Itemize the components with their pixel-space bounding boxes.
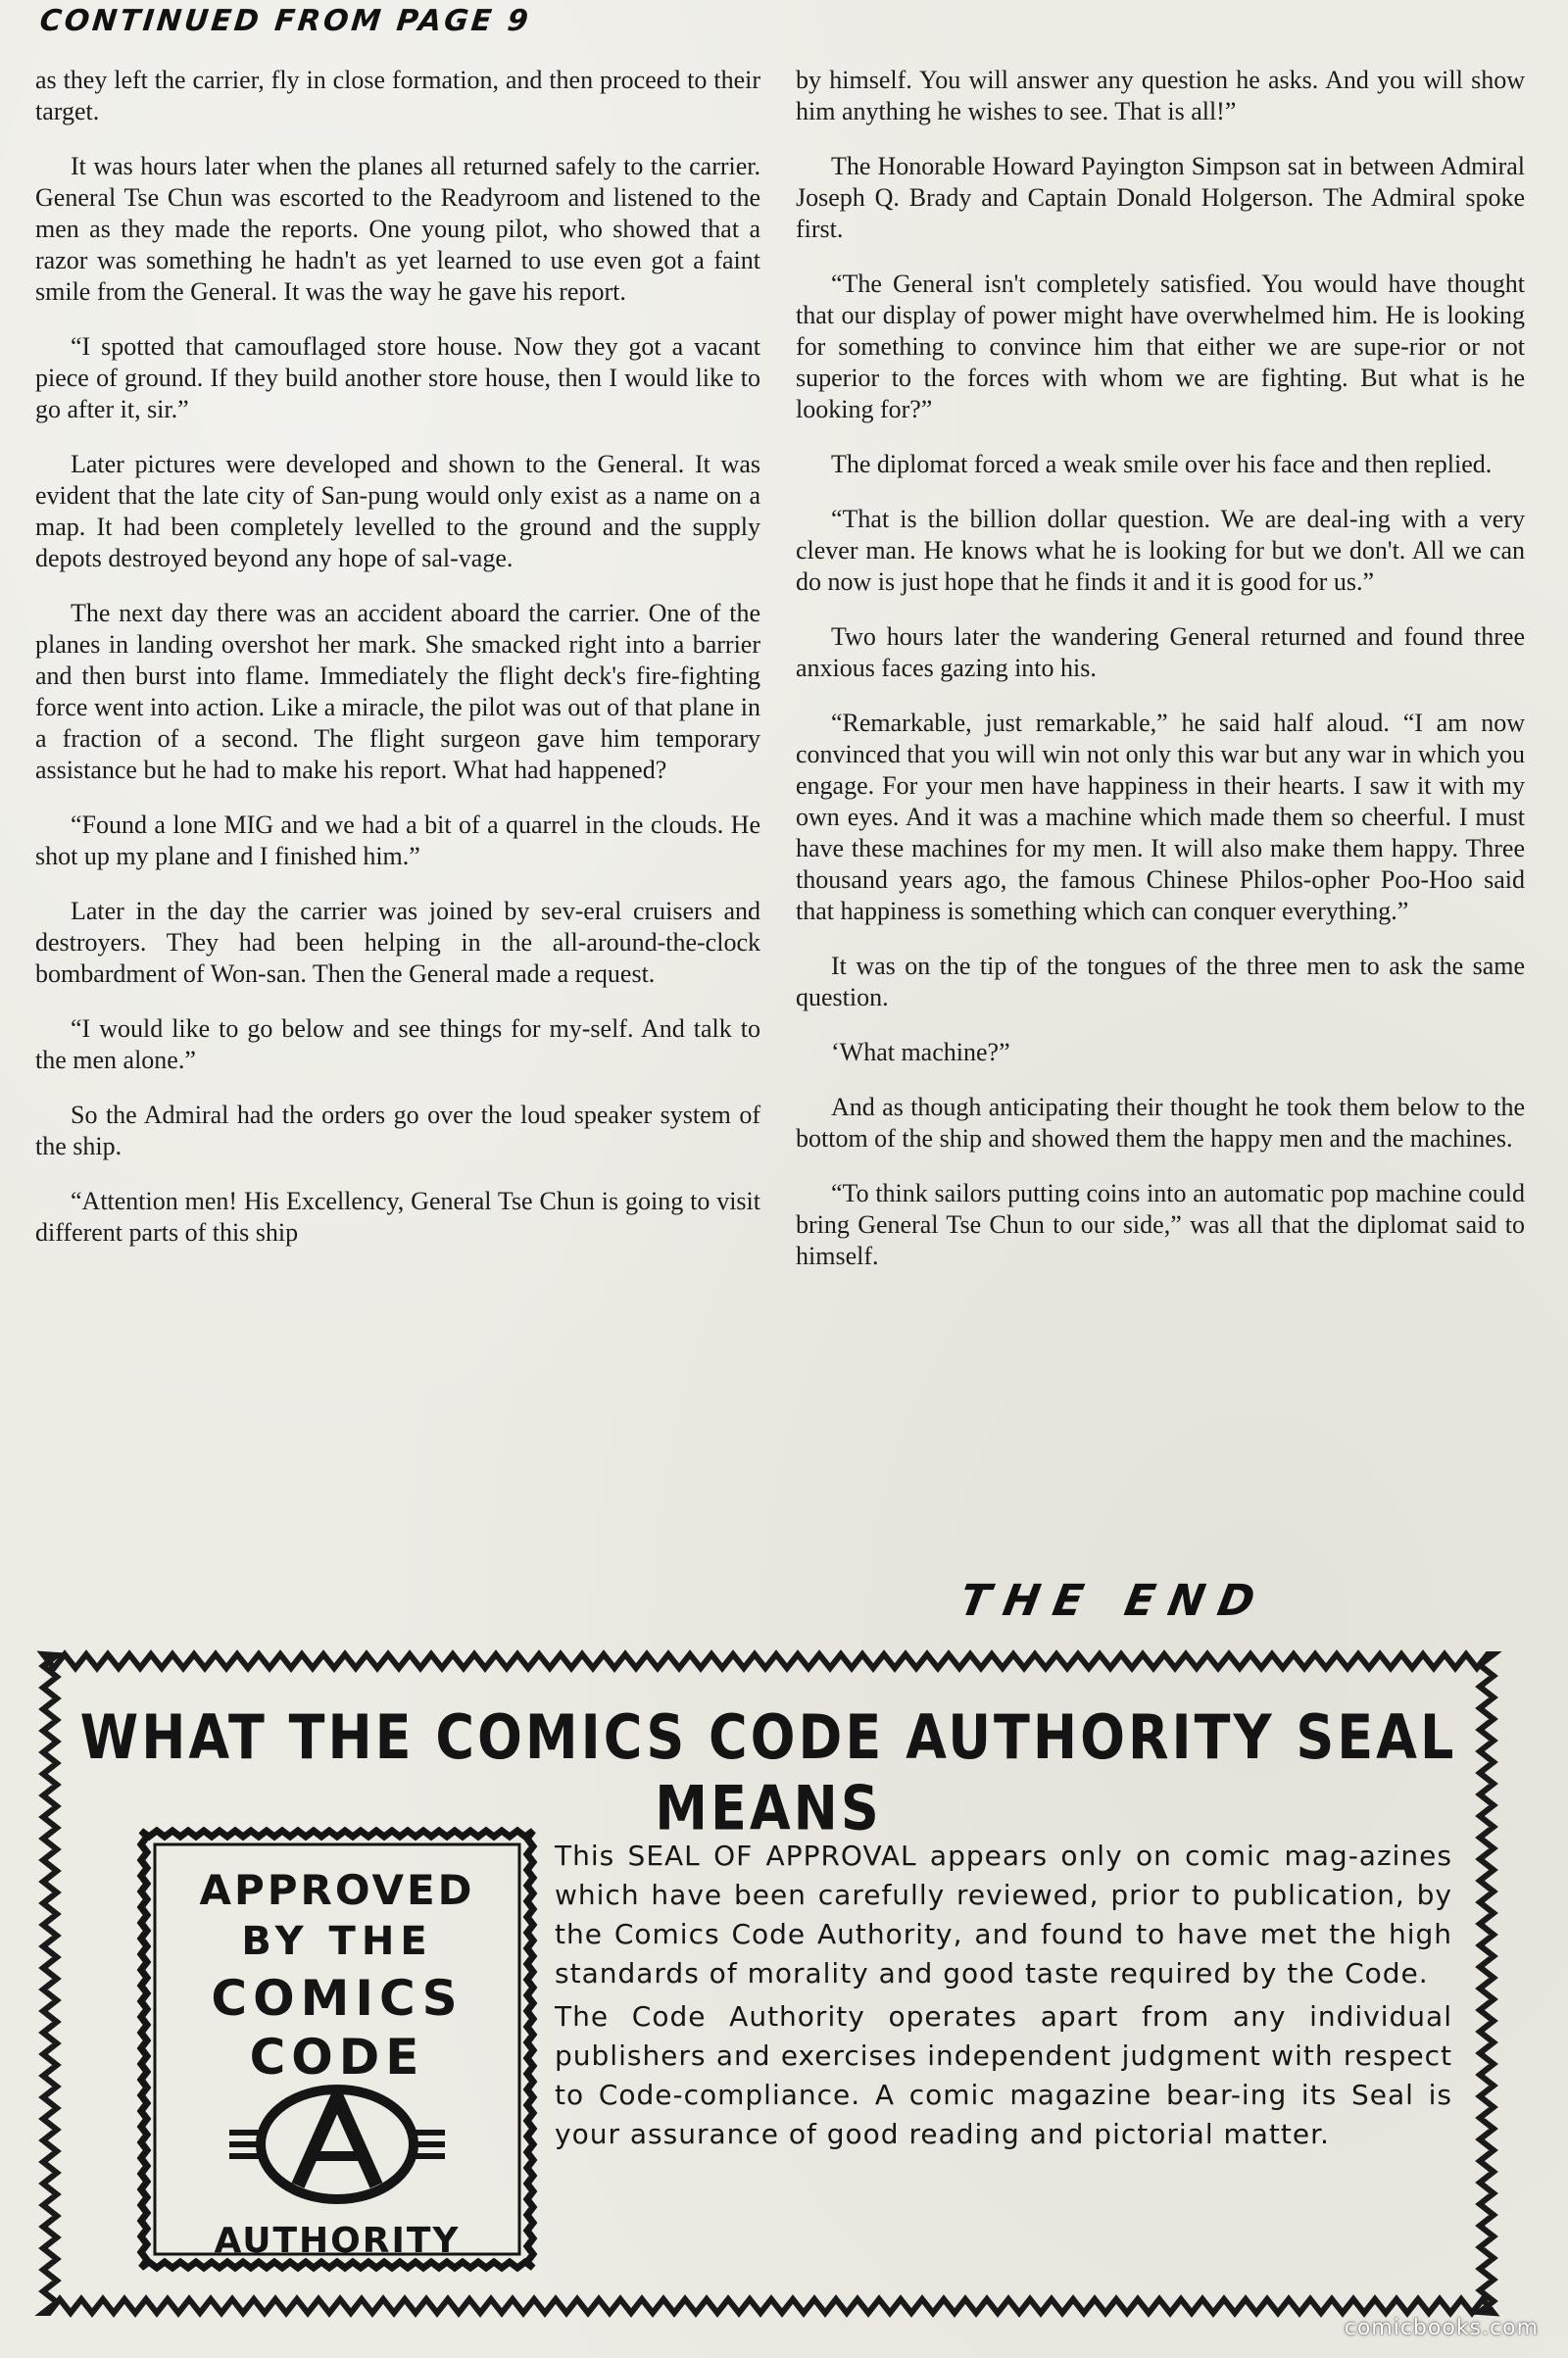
seal-code-text: CODE: [249, 2029, 425, 2086]
paragraph: The diplomat forced a weak smile over his face and then replied.: [831, 450, 1493, 478]
paragraph: It was on the tip of the tongues of the three men to ask the same question.: [796, 952, 1525, 1011]
paragraph: “To think sailors putting coins into an automatic pop machine could bring General Tse Chun to our side,” was all that the diplomat said to himself.: [796, 1179, 1525, 1270]
cca-title: WHAT THE COMICS CODE AUTHORITY SEAL MEANS: [79, 1701, 1457, 1844]
paragraph: “Remarkable, just remarkable,” he said half aloud. “I am now convinced that you will win not only this war but any war in which you engage. For your men have happiness in their hearts. I saw it with my own eyes. And it was a machine which made them so cheerful. I must have these machines for my men. It will also make them happy. Three thousand years ago, the famous Chinese Philos-opher Poo-Hoo said that happiness is something which can conquer everything.”: [796, 709, 1525, 925]
paragraph: “I would like to go below and see things for my-self. And talk to the men alone.”: [35, 1014, 760, 1074]
paragraph: “Attention men! His Excellency, General Tse Chun is going to visit different parts of this ship: [35, 1187, 760, 1247]
paragraph: The Honorable Howard Payington Simpson sat in between Admiral Joseph Q. Brady and Captain Donald Holgerson. The Admiral spoke first.: [796, 152, 1525, 243]
seal-authority-text: AUTHORITY: [214, 2221, 461, 2261]
left-text-column: [35, 65, 760, 1272]
seal-approved-text: APPROVED: [199, 1866, 475, 1914]
paragraph: by himself. You will answer any question he asks. And you will show him anything he wishes to see. That is all!”: [796, 66, 1525, 125]
paragraph: So the Admiral had the orders go over the loud speaker system of the ship.: [35, 1101, 760, 1160]
continued-from-header: CONTINUED FROM PAGE 9: [37, 4, 533, 38]
watermark: comicbooks.com: [1344, 2316, 1539, 2340]
ca-monogram-icon: [229, 2089, 445, 2199]
the-end-caption: THE END: [956, 1576, 1273, 1626]
paragraph: The next day there was an accident aboard the carrier. One of the planes in landing overshot her mark. She smacked right into a barrier and then burst into flame. Immediately the flight deck's fire-fighting force went into action. Like a miracle, the pilot was out of that plane in a fraction of a second. The flight surgeon gave him temporary assistance but he had to make his report. What had happened?: [35, 599, 760, 784]
paragraph: ‘What machine?”: [831, 1038, 1010, 1066]
right-text-column: [796, 65, 1525, 1296]
paragraph: “That is the billion dollar question. We are deal-ing with a very clever man. He knows what he is looking for but we don't. All we can do now is just hope that he finds it and it is good for us.”: [796, 505, 1525, 596]
comics-code-seal: [131, 1821, 543, 2278]
paragraph: “The General isn't completely satisfied. You would have thought that our display of power might have overwhelmed him. He is looking for something to convince him that either we are supe-rior or not superior to the forces with whom we are fighting. But what is he looking for?”: [796, 270, 1525, 423]
paragraph: as they left the carrier, fly in close formation, and then proceed to their target.: [35, 66, 760, 125]
paragraph: Later pictures were developed and shown to the General. It was evident that the late city of San-pung would only exist as a name on a map. It had been completely levelled to the ground and the supply depots destroyed beyond any hope of sal-vage.: [35, 450, 760, 572]
cca-explanation: [555, 1837, 1452, 2158]
cca-paragraph: The Code Authority operates apart from any individual publishers and exercises independent judgment with respect to Code-compliance. A comic magazine bear-ing its Seal is your assurance of good reading and pictorial matter.: [555, 2000, 1452, 2150]
paragraph: Two hours later the wandering General returned and found three anxious faces gazing into his.: [796, 622, 1525, 682]
paragraph: And as though anticipating their thought he took them below to the bottom of the ship and showed them the happy men and the machines.: [796, 1093, 1525, 1153]
paragraph: “Found a lone MIG and we had a bit of a quarrel in the clouds. He shot up my plane and I finished him.”: [35, 811, 760, 870]
seal-comics-text: COMICS: [211, 1970, 464, 2027]
paragraph: It was hours later when the planes all returned safely to the carrier. General Tse Chun was escorted to the Readyroom and listened to the men as they made the reports. One young pilot, who showed that a razor was something he hadn't as yet learned to use even got a faint smile from the General. It was the way he gave his report.: [35, 152, 760, 306]
seal-by-the-text: BY THE: [241, 1919, 433, 1964]
comics-code-box: [33, 1645, 1503, 2323]
paragraph: “I spotted that camouflaged store house. Now they got a vacant piece of ground. If they build another store house, then I would like to go after it, sir.”: [35, 332, 760, 423]
cca-paragraph: This SEAL OF APPROVAL appears only on comic mag-azines which have been carefully reviewed, prior to publication, by the Comics Code Authority, and found to have met the high standards of morality and good taste required by the Code.: [555, 1840, 1452, 1990]
paragraph: Later in the day the carrier was joined by sev-eral cruisers and destroyers. They had been helping in the all-around-the-clock bombardment of Won-san. Then the General made a request.: [35, 897, 760, 988]
